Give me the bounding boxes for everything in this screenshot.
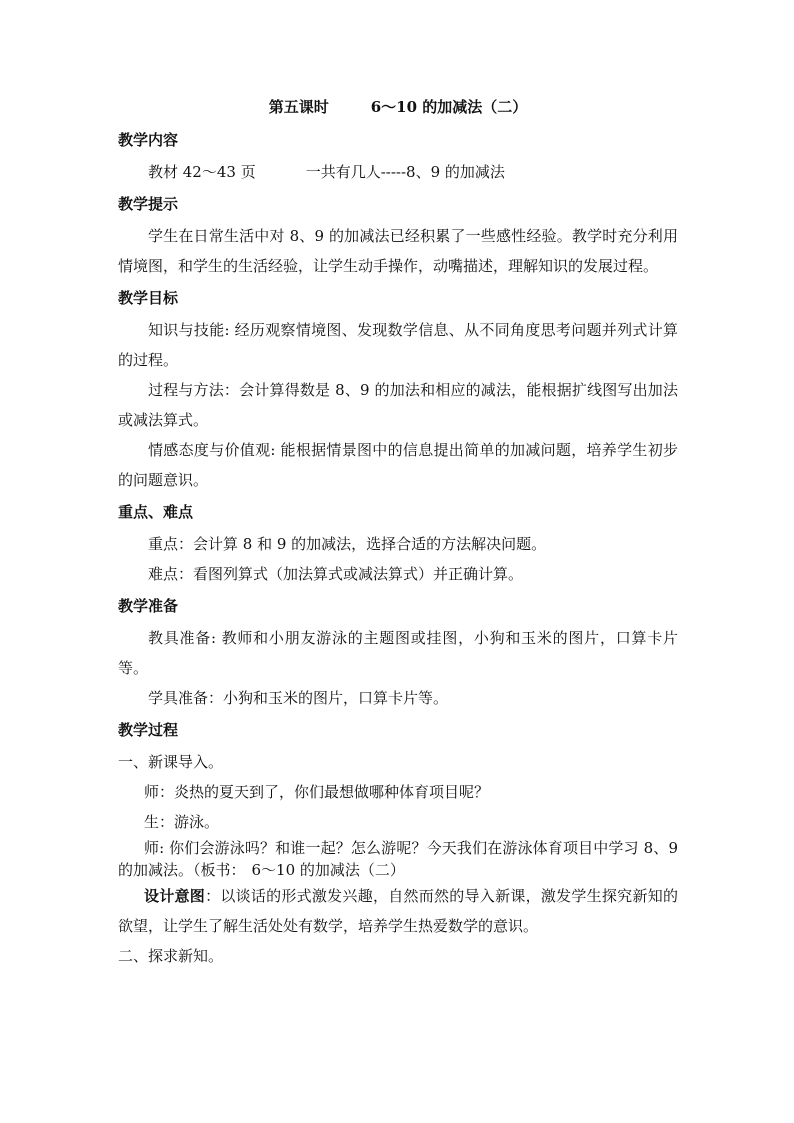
design-intent-text: ：以谈话的形式激发兴趣，自然而然的导入新课，激发学生探究新知的欲望，让学生了解生活处处有数学，培养学生热爱数学的意识。: [118, 887, 678, 935]
lesson-title-right: 6～10 的加减法（二）: [370, 98, 528, 116]
heading-content: 教学内容: [118, 131, 179, 149]
lesson-title-left: 第五课时: [268, 98, 329, 116]
lesson-title: [118, 96, 678, 117]
design-intent-label: 设计意图: [144, 887, 206, 905]
heading-process: 教学过程: [118, 721, 179, 739]
heading-prep: 教学准备: [118, 597, 179, 615]
dialog-2: 生：游泳。: [144, 813, 220, 831]
dialog-3-board: 6～10 的加减法（二）: [251, 861, 405, 879]
step-2: 二、探求新知。: [118, 947, 224, 965]
prep-2: 学具准备：小狗和玉米的图片，口算卡片等。: [148, 689, 449, 707]
key-2: 难点：看图列算式（加法算式或减法算式）并正确计算。: [148, 565, 524, 583]
dialog-3-text: 师: 你们会游泳吗？和谁一起？怎么游呢？今天我们在游泳体育项目中学习 8、9 的加减法。（板书：: [118, 839, 678, 879]
heading-goal: 教学目标: [118, 289, 179, 307]
dialog-3: [118, 837, 678, 881]
dialog-1: 师：炎热的夏天到了，你们最想做哪种体育项目呢？: [144, 783, 490, 801]
content-text-pages: 教材 42～43 页: [148, 163, 256, 181]
document-body: [118, 96, 678, 971]
goal-3: 情感态度与价值观: 能根据情景图中的信息提出简单的加减问题，培养学生初步的问题意识。: [118, 441, 678, 489]
key-1: 重点：会计算 8 和 9 的加减法，选择合适的方法解决问题。: [148, 535, 547, 553]
design-intent: [118, 881, 678, 941]
goal-1: 知识与技能: 经历观察情境图、发现数学信息、从不同角度思考问题并列式计算的过程。: [118, 321, 678, 369]
step-1: 一、新课导入。: [118, 753, 224, 771]
prep-1: 教具准备: 教师和小朋友游泳的主题图或挂图，小狗和玉米的图片，口算卡片等。: [118, 629, 678, 677]
heading-key: 重点、难点: [118, 503, 194, 521]
hint-text: 学生在日常生活中对 8、9 的加减法已经积累了一些感性经验。教学时充分利用情境图，和学生的生活经验，让学生动手操作，动嘴描述，理解知识的发展过程。: [118, 227, 678, 275]
content-text: [118, 157, 678, 187]
goal-2: 过程与方法：会计算得数是 8、9 的加法和相应的减法，能根据扩线图写出加法或减法算式。: [118, 381, 678, 429]
content-text-topic: 一共有几人-----8、9 的加减法: [305, 163, 505, 181]
heading-hint: 教学提示: [118, 195, 179, 213]
